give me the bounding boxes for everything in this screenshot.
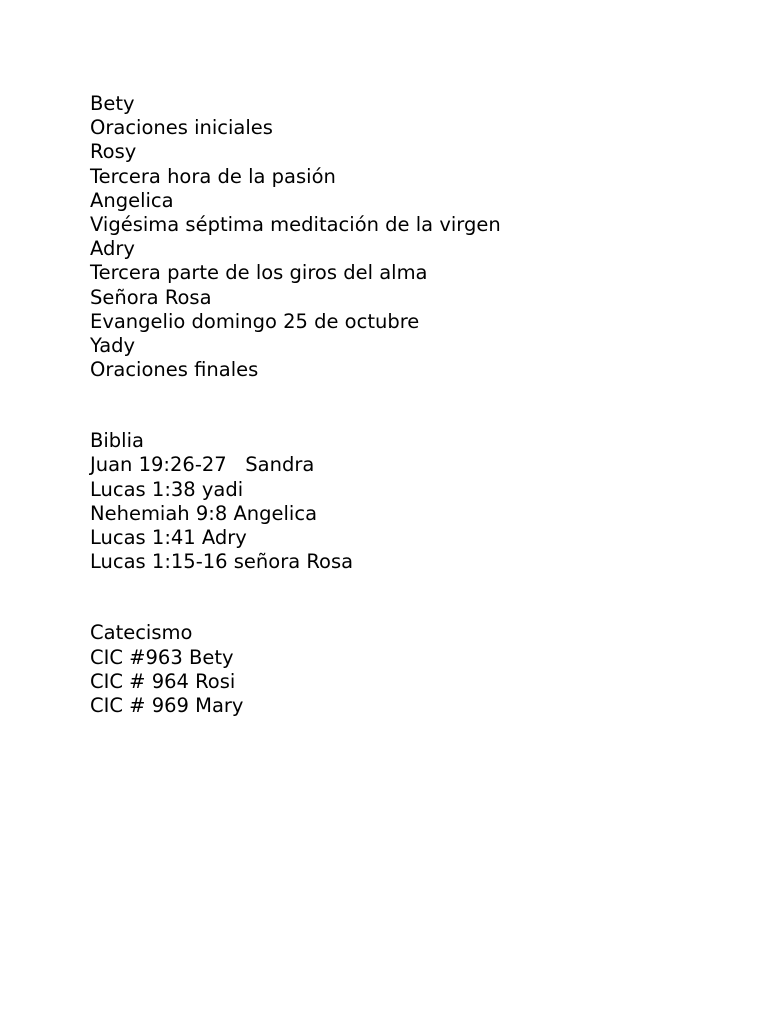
schedule-line: Yady <box>90 333 136 357</box>
biblia-reference: Lucas 1:41 Adry <box>90 526 247 549</box>
schedule-line: Tercera hora de la pasión <box>90 164 336 188</box>
schedule-line: Oraciones finales <box>90 358 259 382</box>
biblia-reference: Lucas 1:15-16 señora Rosa <box>90 550 354 574</box>
catecismo-reference: CIC # 969 Mary <box>90 693 244 717</box>
schedule-line: Oraciones iniciales <box>90 116 273 140</box>
section-spacer <box>90 382 730 429</box>
schedule-line: Vigésima séptima meditación de la virgen <box>90 212 501 236</box>
schedule-section <box>90 92 730 382</box>
schedule-line: Señora Rosa <box>90 285 212 309</box>
biblia-reference: Nehemiah 9:8 Angelica <box>90 501 318 525</box>
catecismo-reference: CIC # 964 Rosi <box>90 669 236 693</box>
biblia-reference: Lucas 1:38 yadi <box>90 477 244 501</box>
section-spacer <box>90 574 730 621</box>
schedule-line: Bety <box>90 92 135 115</box>
catecismo-section <box>90 621 730 718</box>
document-content <box>90 92 730 718</box>
biblia-heading: Biblia <box>90 429 144 453</box>
biblia-section <box>90 429 730 574</box>
catecismo-reference: CIC #963 Bety <box>90 645 234 669</box>
schedule-line: Evangelio domingo 25 de octubre <box>90 309 420 333</box>
catecismo-heading: Catecismo <box>90 621 193 645</box>
schedule-line: Tercera parte de los giros del alma <box>90 261 428 285</box>
schedule-line: Angelica <box>90 188 174 212</box>
schedule-line: Adry <box>90 237 135 261</box>
biblia-reference: Juan 19:26-27 Sandra <box>90 453 315 477</box>
schedule-line: Rosy <box>90 140 137 164</box>
